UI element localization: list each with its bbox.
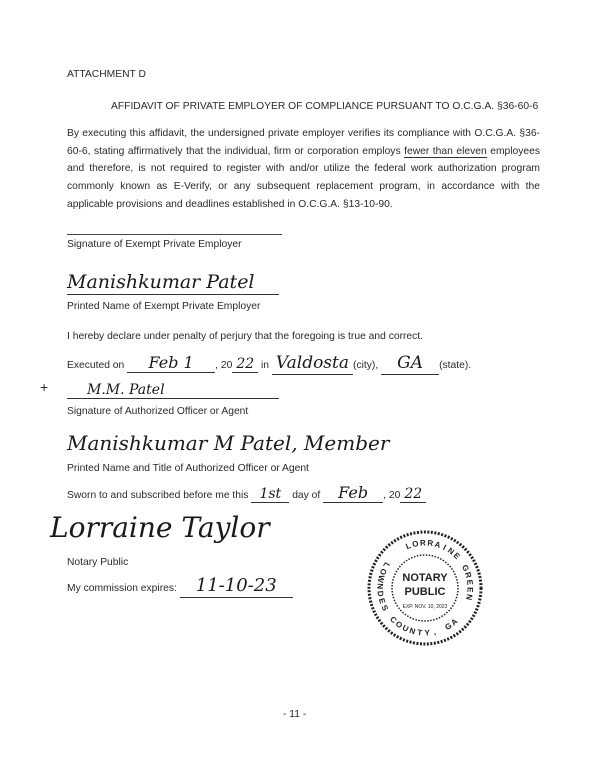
seal-bottom-letter: S (379, 603, 390, 613)
affidavit-body (67, 125, 540, 214)
seal-bottom-letter: L (381, 560, 392, 570)
seal-bottom-letter: A (449, 616, 460, 628)
executed-year-prefix: , 20 (215, 360, 233, 371)
sworn-month: Feb (323, 484, 383, 503)
seal-bottom-letter: N (375, 583, 385, 590)
seal-bottom-letter: O (377, 567, 389, 577)
document-title: AFFIDAVIT OF PRIVATE EMPLOYER OF COMPLIANCE PURSUANT TO O.C.G.A. §36-60-6 (111, 101, 539, 112)
seal-public: PUBLIC (404, 586, 446, 598)
officer-signature: M.M. Patel (67, 382, 279, 399)
commission-date: 11-10-23 (180, 576, 293, 598)
employer-signature-line (67, 234, 282, 235)
seal-top-letter: R (419, 538, 426, 548)
sworn-prefix: Sworn to and subscribed before me this (67, 490, 249, 501)
plus-mark: + (40, 379, 49, 395)
notary-seal (365, 528, 485, 648)
notary-public-label: Notary Public (67, 557, 129, 568)
attachment-label: ATTACHMENT D (67, 69, 146, 80)
seal-top-letter: I (441, 542, 448, 553)
executed-year: 22 (232, 356, 258, 373)
sworn-year: 22 (400, 486, 426, 503)
notary-signature: Lorraine Taylor (50, 511, 270, 544)
seal-bottom-letter: E (376, 597, 387, 605)
executed-line (67, 354, 471, 377)
page-number: - 11 - (283, 709, 307, 720)
seal-expiration: EXP. NOV. 10, 2023 (402, 604, 448, 610)
seal-bottom-letter: W (375, 574, 387, 584)
sworn-line (67, 484, 426, 507)
printed-name-label: Printed Name of Exempt Private Employer (67, 301, 261, 312)
seal-top-letter: O (411, 538, 420, 550)
seal-top-letter: E (465, 586, 475, 593)
commission-line (67, 576, 293, 601)
seal-bottom-letter: N (408, 626, 417, 637)
executed-state: GA (381, 354, 439, 375)
commission-label: My commission expires: (67, 583, 177, 594)
city-label: (city), (353, 360, 379, 371)
seal-bottom-letter: C (388, 614, 399, 626)
seal-top-letter: L (404, 541, 413, 552)
body-text: By executing this affidavit, the undersigned private employer verifies its compliance with O.C.G.A. §36-60-6, stating affirmatively that the individual, firm or corporation employs (67, 128, 540, 157)
seal-bottom-letter: G (443, 621, 454, 632)
body-emphasis: fewer than eleven (404, 145, 487, 157)
executed-prefix: Executed on (67, 360, 125, 371)
officer-name-label: Printed Name and Title of Authorized Officer or Agent (67, 463, 309, 474)
executed-date: Feb 1 (127, 354, 215, 373)
executed-city: Valdosta (272, 354, 353, 375)
state-label: (state). (439, 360, 472, 371)
officer-signature-label: Signature of Authorized Officer or Agent (67, 406, 249, 417)
executed-in: in (261, 360, 270, 371)
seal-top-letter: E (451, 550, 462, 562)
seal-bottom-letter: Y (424, 628, 431, 638)
declaration-text: I hereby declare under penalty of perjury that the foregoing is true and correct. (67, 331, 424, 342)
seal-top-letter: A (433, 539, 442, 550)
seal-bottom-letter: T (416, 627, 423, 638)
seal-notary: NOTARY (402, 572, 448, 584)
officer-name-handwritten: Manishkumar M Patel, Member (67, 431, 390, 455)
printed-name-handwritten: Manishkumar Patel (67, 272, 279, 295)
seal-top-letter: R (426, 538, 434, 549)
seal-top-letter: R (462, 570, 474, 580)
seal-bottom-letter: D (375, 590, 386, 598)
seal-top-letter: N (446, 545, 456, 557)
seal-top-letter: N (464, 593, 475, 601)
sworn-year-prefix: , 20 (383, 490, 401, 501)
seal-top-letter: E (464, 579, 475, 586)
seal-bottom-letter: , (432, 627, 437, 637)
seal-bottom-letter: U (400, 623, 411, 634)
sworn-day-of: day of (292, 490, 321, 501)
sworn-day: 1st (251, 486, 289, 503)
seal-bottom-letter: O (393, 619, 405, 631)
seal-top-letter: G (459, 563, 471, 573)
body-text-rest: employees and therefore, is not required to register with and/or utilize the federal work authorization program commonly known as E-Verify, or any subsequent replacement program, in accordance with the applicable provisions and deadlines established in O.C.G.A. §13-10-90. (67, 145, 541, 210)
employer-signature-label: Signature of Exempt Private Employer (67, 239, 242, 250)
